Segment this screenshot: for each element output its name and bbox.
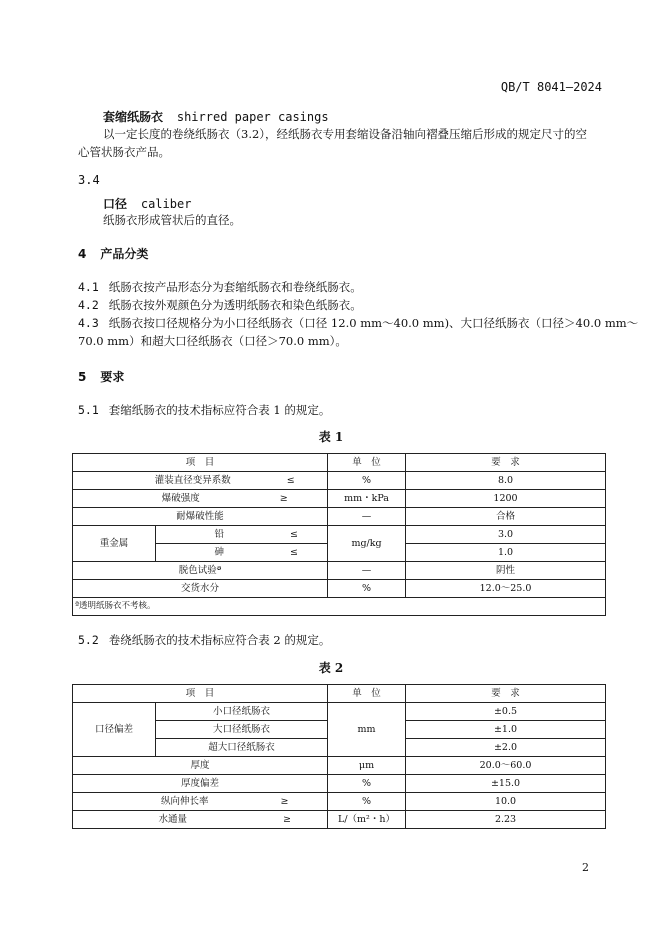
row-requirement: 1.0 [406,544,606,562]
row-requirement: 阴性 [406,562,606,580]
table-row [73,508,606,526]
section-title: 产品分类 [100,247,149,261]
clause-4-1 [78,279,362,295]
term-zh: 套缩纸肠衣 [103,110,164,124]
clause-text: 纸肠衣按外观颜色分为透明纸肠衣和染色纸肠衣。 [108,298,362,312]
table-row [73,580,606,598]
row-item: 交货水分 [73,580,328,598]
table-row [73,775,606,793]
row-unit: % [328,580,406,598]
row-requirement: ±1.0 [406,721,606,739]
table-row [73,472,606,490]
row-group-caliber-deviation: 口径偏差 [73,703,156,757]
section-title: 要求 [100,370,125,384]
table-1 [72,453,606,616]
term-3-3 [103,108,329,125]
clause-number: 4.3 [78,316,99,330]
clause-4-2 [78,297,362,313]
clause-number: 4.1 [78,280,99,294]
header-unit: 单 位 [328,685,406,703]
clause-5-1 [78,402,330,418]
clause-number: 4.2 [78,298,99,312]
row-requirement: 8.0 [406,472,606,490]
row-item: 灌装直径变异系数 [154,475,231,486]
table-2 [72,684,606,829]
row-item: 水通量 [158,814,188,825]
clause-number: 5.2 [78,633,99,647]
row-requirement: 3.0 [406,526,606,544]
clause-number-3-4: 3.4 [78,173,100,187]
row-requirement: ±15.0 [406,775,606,793]
row-item: 大口径纸肠衣 [156,721,328,739]
row-unit: % [328,472,406,490]
table-row [73,562,606,580]
row-item: 铅 [214,529,225,540]
term-en: shirred paper casings [176,110,329,124]
table-header-row [73,454,606,472]
page-number: 2 [582,861,589,874]
clause-number: 5.1 [78,403,99,417]
row-requirement: ±0.5 [406,703,606,721]
definition-3-3-line1: 以一定长度的卷绕纸肠衣（3.2），经纸肠衣专用套缩设备沿轴向褶叠压缩后形成的规定尺寸的空 [103,127,588,141]
term-3-4 [103,195,191,212]
table-row [73,811,606,829]
clause-text: 纸肠衣按口径规格分为小口径纸肠衣（口径 12.0 mm～40.0 mm)、大口径纸肠衣（口径＞40.0 mm～ [108,316,639,330]
clause-4-3 [78,315,638,331]
row-item: 小口径纸肠衣 [156,703,328,721]
table-header-row [73,685,606,703]
row-item: 爆破强度 [161,493,200,504]
row-unit: μm [328,757,406,775]
row-item: 脱色试验ª [73,562,328,580]
clause-text: 卷绕纸肠衣的技术指标应符合表 2 的规定。 [108,633,331,647]
row-symbol: ≤ [290,547,298,558]
row-requirement: 10.0 [406,793,606,811]
header-requirement: 要 求 [406,685,606,703]
row-unit: % [328,793,406,811]
row-requirement: 12.0～25.0 [406,580,606,598]
term-zh: 口径 [103,197,128,211]
section-number: 4 [78,247,87,261]
table-row [73,703,606,721]
table-footnote-row [73,598,606,616]
row-unit: L/（m²・h） [328,811,406,829]
header-item: 项 目 [73,685,328,703]
clause-text: 纸肠衣按产品形态分为套缩纸肠衣和卷绕纸肠衣。 [108,280,362,294]
row-symbol: ≥ [279,493,288,504]
table-row [73,490,606,508]
table-footnote: ª透明纸肠衣不考核。 [73,598,606,616]
table-2-caption: 表 2 [318,661,344,675]
section-number: 5 [78,370,87,384]
header-unit: 单 位 [328,454,406,472]
row-unit: — [328,562,406,580]
row-unit: mg/kg [328,526,406,562]
table-row [73,757,606,775]
clause-4-3-line2: 70.0 mm）和超大口径纸肠衣（口径＞70.0 mm）。 [78,334,347,348]
standard-code: QB/T 8041—2024 [500,80,602,94]
table-row [73,526,606,544]
definition-3-4: 纸肠衣形成管状后的直径。 [103,213,241,227]
term-en: caliber [140,197,192,211]
row-unit: mm・kPa [328,490,406,508]
row-unit: % [328,775,406,793]
row-item: 厚度 [73,757,328,775]
clause-5-2 [78,632,330,648]
row-requirement: 20.0～60.0 [406,757,606,775]
row-unit: — [328,508,406,526]
row-item: 纵向伸长率 [161,796,209,807]
row-symbol: ≥ [283,814,291,825]
row-item: 耐爆破性能 [73,508,328,526]
table-1-caption: 表 1 [318,430,344,444]
row-requirement: ±2.0 [406,739,606,757]
header-requirement: 要 求 [406,454,606,472]
table-row [73,793,606,811]
section-4-heading [78,245,148,262]
row-symbol: ≤ [290,529,298,540]
row-item: 超大口径纸肠衣 [156,739,328,757]
row-requirement: 合格 [406,508,606,526]
section-5-heading [78,368,124,385]
row-requirement: 1200 [406,490,606,508]
row-item: 厚度偏差 [73,775,328,793]
row-group-heavy-metal: 重金属 [73,526,156,562]
clause-text: 套缩纸肠衣的技术指标应符合表 1 的规定。 [108,403,331,417]
row-item: 砷 [214,547,225,558]
row-requirement: 2.23 [406,811,606,829]
row-symbol: ≤ [286,475,295,486]
definition-3-3-line2: 心管状肠衣产品。 [78,145,170,159]
row-unit: mm [328,703,406,757]
row-symbol: ≥ [280,796,289,807]
header-item: 项 目 [73,454,328,472]
